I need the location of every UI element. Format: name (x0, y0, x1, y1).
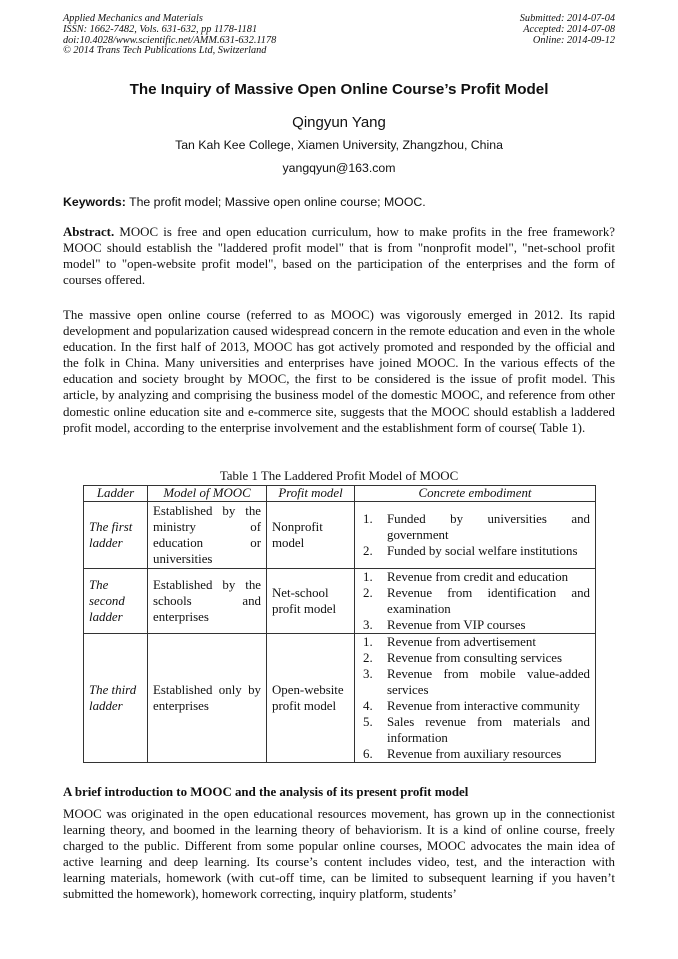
profit-cell: Nonprofit model (267, 502, 355, 569)
section-paragraph: MOOC was originated in the open educational resources movement, has grown up in the connectionist learning theory, and boomed in the learning theory of behaviorism. It is a kind of online course, freely charged to the public. Different from some popular online courses, MOOC advocates the main idea of active learning and deep learning. Its course’s content includes video, test, and the interaction with learning materials, homework (with cut-off time, can be limited to subsequent learning if you haven’t submitted the homework), homework correcting, inquiry platform, students’ (63, 807, 615, 902)
accepted-date: Accepted: 2014-07-08 (523, 23, 615, 35)
list-item: 1. Funded by universities and government (363, 512, 590, 542)
journal-issn: ISSN: 1662-7482, Vols. 631-632, pp 1178-1181 (63, 23, 258, 35)
keywords-text: The profit model; Massive open online course; MOOC. (125, 195, 426, 209)
embodiment-cell (355, 502, 596, 569)
submission-dates (520, 14, 615, 46)
header-ladder: Ladder (84, 486, 148, 502)
journal-name: Applied Mechanics and Materials (63, 13, 203, 24)
embodiment-list (358, 511, 590, 559)
list-item: 5. Sales revenue from materials and information (363, 715, 590, 745)
author-affiliation: Tan Kah Kee College, Xiamen University, Zhangzhou, China (175, 138, 503, 152)
list-item: 3. Revenue from VIP courses (363, 618, 526, 632)
list-item: 3. Revenue from mobile value-added services (363, 667, 590, 697)
abstract (63, 224, 615, 288)
intro-paragraph: The massive open online course (referred to as MOOC) was vigorously emerged in 2012. Its rapid development and popularization caused widespread concern in the remote education and even in the whole education. In the first half of 2013, MOOC has got actively promoted and responded by the official and the folk in China. Many universities and enterprises have joined MOOC. In the various effects of the education and society brought by MOOC, the first to be considered is the issue of profit model. This article, by analyzing and comprising the business model of the domestic MOOC, and reference from other domestic online education site and e-commerce site, suggests that the MOOC should establish a laddered profit model, according to the enterprise involvement and the establishment form of course( Table 1). (63, 308, 615, 435)
abstract-label: Abstract. (63, 225, 115, 239)
list-item: 2. Revenue from consulting services (363, 651, 563, 665)
author-name: Qingyun Yang (292, 114, 386, 131)
embodiment-cell (355, 634, 596, 763)
model-cell: Established only by enterprises (148, 634, 267, 763)
profit-cell: Net-school profit model (267, 569, 355, 634)
section-heading: A brief introduction to MOOC and the analysis of its present profit model (63, 785, 469, 799)
ladder-cell: The first ladder (84, 502, 148, 569)
ladder-cell: The third ladder (84, 634, 148, 763)
list-item: 1. Revenue from advertisement (363, 635, 536, 649)
submitted-date: Submitted: 2014-07-04 (519, 13, 615, 24)
online-date: Online: 2014-09-12 (532, 34, 615, 46)
table-header-row (84, 486, 596, 502)
embodiment-cell (355, 569, 596, 634)
list-item: 2. Revenue from identification and examination (363, 586, 590, 616)
model-cell: Established by the ministry of education or universities (148, 502, 267, 569)
journal-copyright: © 2014 Trans Tech Publications Ltd, Switzerland (63, 45, 267, 57)
keywords-label: Keywords: (63, 195, 126, 209)
keywords (63, 195, 615, 209)
table-row (84, 502, 596, 569)
journal-doi: doi:10.4028/www.scientific.net/AMM.631-632.1178 (63, 34, 277, 46)
header-profit: Profit model (267, 486, 355, 502)
list-item: 1. Revenue from credit and education (363, 570, 569, 584)
table-row (84, 569, 596, 634)
paper-title: The Inquiry of Massive Open Online Course’s Profit Model (129, 81, 549, 98)
ladder-table (83, 485, 596, 763)
profit-cell: Open-website profit model (267, 634, 355, 763)
header-model: Model of MOOC (148, 486, 267, 502)
abstract-text: MOOC is free and open education curriculum, how to make profits in the free framework? MOOC should establish the "laddered profit model" that is from "nonprofit model", "net-school profit model" to "open-website profit model", based on the participation of the enterprises and the form of courses offered. (63, 225, 615, 288)
list-item: 4. Revenue from interactive community (363, 699, 580, 713)
header-embodiment: Concrete embodiment (355, 486, 596, 502)
table-row (84, 634, 596, 763)
embodiment-list (358, 634, 590, 762)
list-item: 2. Funded by social welfare institutions (363, 544, 578, 558)
table-caption: Table 1 The Laddered Profit Model of MOOC (219, 469, 459, 483)
author-email: yangqyun@163.com (282, 161, 396, 175)
list-item: 6. Revenue from auxiliary resources (363, 747, 562, 761)
ladder-cell: The second ladder (84, 569, 148, 634)
journal-info (63, 14, 276, 57)
embodiment-list (358, 569, 590, 633)
model-cell: Established by the schools and enterprises (148, 569, 267, 634)
